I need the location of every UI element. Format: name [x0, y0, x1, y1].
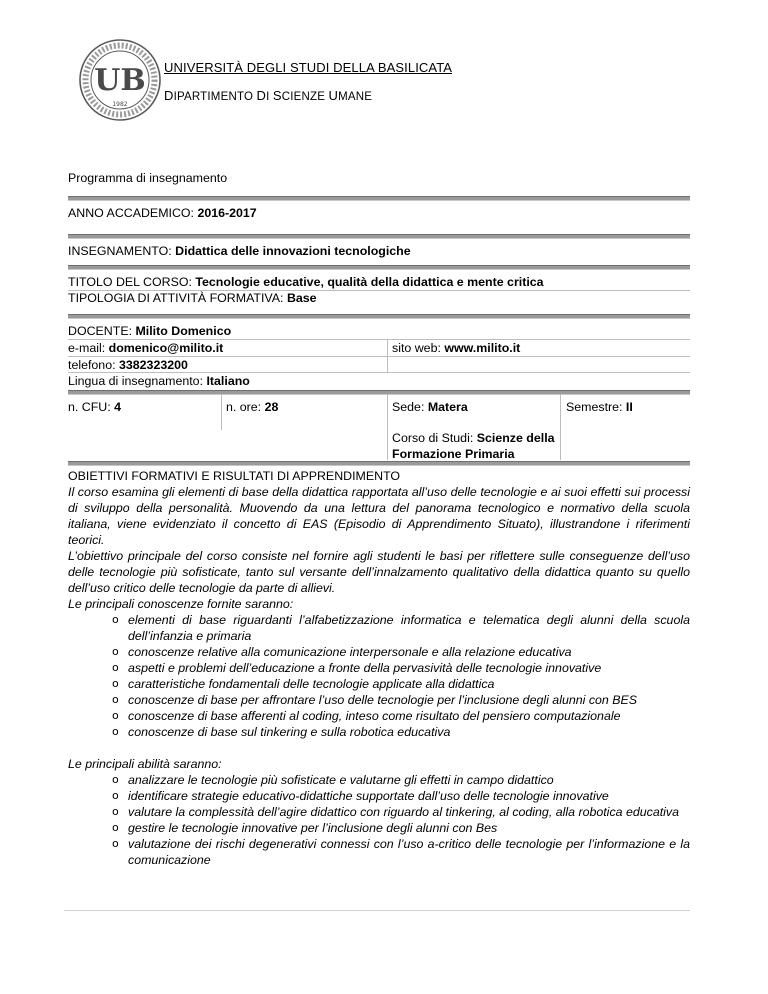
- list-item-text: valutare la complessità dell’agire didattico con riguardo al tinkering, al coding, alla robotica educativa: [128, 805, 680, 819]
- section-divider: [68, 461, 690, 466]
- list-item-text: identificare strategie educativo-didattiche supportate dall’uso delle tecnologie innovative: [128, 789, 609, 803]
- department-name-part: S: [272, 88, 282, 103]
- column-divider: [221, 394, 222, 430]
- department-name-part: CIENZE: [281, 91, 329, 103]
- university-name: UNIVERSITÀ DEGLI STUDI DELLA BASILICATA: [164, 60, 453, 75]
- section-divider: [68, 196, 690, 201]
- teacher-website: [392, 340, 520, 356]
- list-item: [112, 820, 690, 836]
- list-item: [112, 804, 690, 820]
- skills-list: [68, 772, 690, 868]
- language-value: Italiano: [206, 374, 250, 388]
- location-value: Matera: [427, 400, 468, 414]
- degree-course-value-1: Scienze della: [476, 431, 555, 445]
- teacher-value: Milito Domenico: [135, 324, 232, 338]
- bullet-icon: o: [112, 837, 119, 850]
- course-title: [68, 274, 544, 290]
- phone-value: 3382323200: [118, 358, 188, 372]
- svg-text:UB: UB: [94, 63, 146, 98]
- list-item-text: conoscenze di base sul tinkering e sulla robotica educativa: [128, 725, 451, 739]
- bullet-icon: o: [112, 725, 119, 738]
- activity-type-label: TIPOLOGIA DI ATTIVITÀ FORMATIVA:: [68, 291, 287, 305]
- list-item: [112, 724, 690, 740]
- list-item-text: valutazione dei rischi degenerativi connessi con l’uso a-critico delle tecnologie per l’informazione e la comunicazione: [128, 837, 690, 867]
- degree-course-label: Corso di Studi:: [392, 431, 477, 445]
- degree-course-value-2: Formazione Primaria: [392, 447, 515, 461]
- department-name-part: MANE: [338, 91, 373, 103]
- bullet-icon: o: [112, 709, 119, 722]
- objectives-paragraph-1: Il corso esamina gli elementi di base della didattica rapportata all’uso delle tecnologie e ai suoi effetti sui processi di sviluppo della personalità. Muovendo da una lettura del panorama tecnologico e normativo della scuola italiana, viene evidenziato il concetto di EAS (Episodio di Apprendimento Situato), illustrandone i riferimenti teorici.: [68, 485, 690, 547]
- list-item-text: analizzare le tecnologie più sofisticate e valutarne gli effetti in campo didattico: [128, 773, 554, 787]
- svg-text:1982: 1982: [112, 101, 128, 108]
- list-item: [112, 660, 690, 676]
- department-name-part: I: [266, 91, 273, 103]
- department-name-part: D: [164, 88, 174, 103]
- location-label: Sede:: [392, 400, 428, 414]
- location: [392, 399, 468, 415]
- section-divider: [68, 265, 690, 270]
- list-item-text: elementi di base riguardanti l’alfabetizzazione informatica e telematica degli alunni della scuola dell’infanzia e primaria: [128, 613, 690, 643]
- bullet-icon: o: [112, 821, 119, 834]
- knowledge-intro: Le principali conoscenze fornite saranno:: [68, 597, 294, 611]
- list-item: [112, 692, 690, 708]
- bullet-icon: o: [112, 789, 119, 802]
- objectives-heading: OBIETTIVI FORMATIVI E RISULTATI DI APPRENDIMENTO: [68, 469, 401, 483]
- section-divider: [68, 390, 690, 395]
- list-item-text: conoscenze di base afferenti al coding, inteso come risultato del pensiero computazionale: [128, 709, 621, 723]
- email-value[interactable]: domenico@milito.it: [108, 341, 224, 355]
- course-label: INSEGNAMENTO:: [68, 244, 176, 258]
- teacher-label: DOCENTE:: [68, 324, 136, 338]
- hours: [226, 399, 278, 415]
- section-divider: [68, 234, 690, 239]
- academic-year: [68, 205, 257, 221]
- website-value[interactable]: www.milito.it: [444, 341, 521, 355]
- degree-course: [392, 430, 555, 446]
- degree-course-line-2: [392, 446, 515, 462]
- list-item-text: conoscenze di base per affrontare l’uso delle tecnologie per l’inclusione degli alunni con BES: [128, 693, 638, 707]
- title-label: TITOLO DEL CORSO:: [68, 275, 196, 289]
- hours-value: 28: [264, 400, 279, 414]
- bullet-icon: o: [112, 661, 119, 674]
- cfu-label: n. CFU:: [68, 400, 115, 414]
- email-label: e-mail:: [68, 341, 109, 355]
- cfu: [68, 399, 121, 415]
- academic-year-label: ANNO ACCADEMICO:: [68, 206, 198, 220]
- department-name-part: IPARTIMENTO: [173, 91, 257, 103]
- page-bottom-divider: [64, 910, 690, 911]
- objectives-section: [68, 468, 690, 868]
- teacher-phone: [68, 357, 188, 373]
- bullet-icon: o: [112, 677, 119, 690]
- teacher: [68, 323, 231, 339]
- knowledge-list: [68, 612, 690, 740]
- teacher-email: [68, 340, 223, 356]
- list-item: [112, 772, 690, 788]
- bullet-icon: o: [112, 693, 119, 706]
- list-item: [112, 676, 690, 692]
- department-name: [164, 88, 372, 103]
- bullet-icon: o: [112, 805, 119, 818]
- column-divider: [387, 394, 388, 460]
- course-name: [68, 243, 411, 259]
- bullet-icon: o: [112, 613, 119, 626]
- list-item-text: gestire le tecnologie innovative per l’inclusione degli alunni con Bes: [128, 821, 498, 835]
- list-item: [112, 708, 690, 724]
- skills-intro: Le principali abilità saranno:: [68, 757, 222, 771]
- section-divider: [68, 314, 690, 319]
- language-label: Lingua di insegnamento:: [68, 374, 207, 388]
- teaching-language: [68, 373, 250, 389]
- list-item: [112, 612, 690, 644]
- activity-type: [68, 290, 317, 306]
- department-name-part: U: [328, 88, 339, 103]
- hours-label: n. ore:: [226, 400, 265, 414]
- website-label: sito web:: [392, 341, 445, 355]
- university-seal-logo: [78, 38, 162, 122]
- column-divider: [560, 394, 561, 460]
- bullet-icon: o: [112, 645, 119, 658]
- program-label: Programma di insegnamento: [68, 171, 228, 185]
- bullet-icon: o: [112, 773, 119, 786]
- title-value: Tecnologie educative, qualità della didattica e mente critica: [195, 275, 544, 289]
- objectives-paragraph-2: L’obiettivo principale del corso consiste nel fornire agli studenti le basi per riflettere sulle conseguenze dell’uso delle tecnologie più sofisticate, tanto sul versante dell’innalzamento qualitativo della didattica quanto su quello dell’uso critico delle tecnologie da parte di allievi.: [68, 549, 690, 595]
- semester: [566, 399, 633, 415]
- semester-value: II: [625, 400, 633, 414]
- department-name-part: D: [256, 88, 267, 103]
- list-item-text: conoscenze relative alla comunicazione interpersonale e alla relazione educativa: [128, 645, 572, 659]
- academic-year-value: 2016-2017: [197, 206, 257, 220]
- list-item-text: aspetti e problemi dell’educazione a fronte della pervasività delle tecnologie innovative: [128, 661, 602, 675]
- list-item: [112, 836, 690, 868]
- semester-label: Semestre:: [566, 400, 626, 414]
- activity-type-value: Base: [286, 291, 317, 305]
- list-item: [112, 788, 690, 804]
- list-item: [112, 644, 690, 660]
- list-item-text: caratteristiche fondamentali delle tecnologie applicate alla didattica: [128, 677, 495, 691]
- cfu-value: 4: [114, 400, 122, 414]
- phone-label: telefono:: [68, 358, 119, 372]
- course-value: Didattica delle innovazioni tecnologiche: [175, 244, 411, 258]
